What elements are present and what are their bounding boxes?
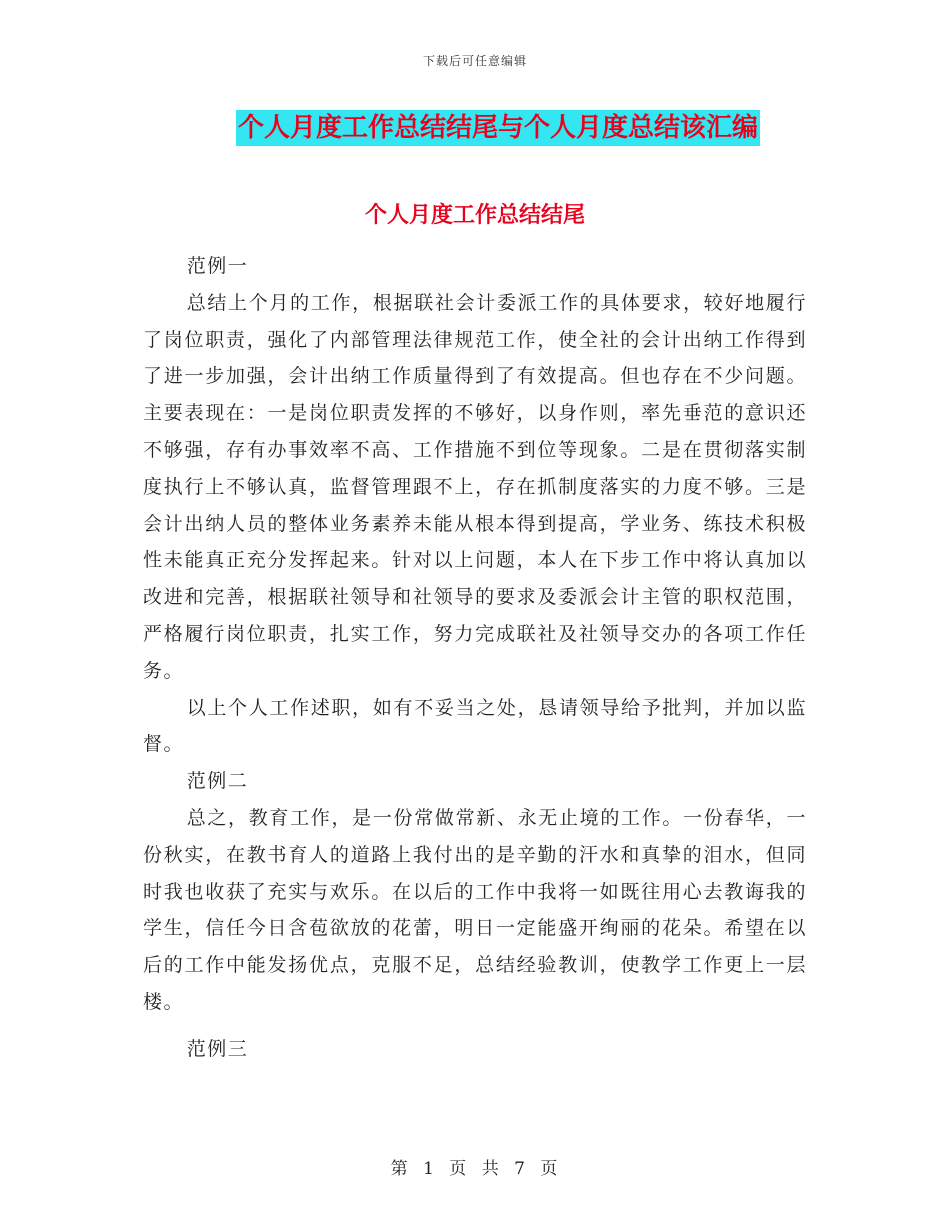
page-header-note: 下载后可任意编辑	[422, 54, 527, 68]
paragraph-example-1: 总结上个月的工作，根据联社会计委派工作的具体要求，较好地履行了岗位职责，强化了内部管理法律规范工作，使全社的会计出纳工作得到了进一步加强，会计出纳工作质量得到了有效提高。但也存在不少问题。主要表现在：一是岗位职责发挥的不够好，以身作则，率先垂范的意识还不够强，存有办事效率不高、工作措施不到位等现象。二是在贯彻落实制度执行上不够认真，监督管理跟不上，存在抓制度落实的力度不够。三是会计出纳人员的整体业务素养未能从根本得到提高，学业务、练技术积极性未能真正充分发挥起来。针对以上问题，本人在下步工作中将认真加以改进和完善，根据联社领导和社领导的要求及委派会计主管的职权范围，严格履行岗位职责，扎实工作，努力完成联社及社领导交办的各项工作任务。	[143, 291, 807, 682]
page-footer-number: 第 1 页 共 7 页	[390, 1159, 560, 1179]
example-label-2: 范例二	[186, 770, 249, 793]
main-title: 个人月度工作总结结尾与个人月度总结该汇编	[236, 110, 760, 146]
main-title-container	[0, 110, 950, 146]
paragraph-closing-1: 以上个人工作述职，如有不妥当之处，恳请领导给予批判，并加以监督。	[143, 696, 807, 756]
example-label-3: 范例三	[186, 1037, 249, 1060]
paragraph-example-2: 总之，教育工作，是一份常做常新、永无止境的工作。一份春华，一份秋实，在教书育人的道路上我付出的是辛勤的汗水和真挚的泪水，但同时我也收获了充实与欢乐。在以后的工作中我将一如既往用心去教诲我的学生，信任今日含苞欲放的花蕾，明日一定能盛开绚丽的花朵。希望在以后的工作中能发扬优点，克服不足，总结经验教训，使教学工作更上一层楼。	[143, 806, 807, 1013]
example-label-1: 范例一	[186, 255, 249, 277]
sub-title: 个人月度工作总结结尾	[364, 203, 585, 228]
document-body	[143, 248, 807, 1068]
